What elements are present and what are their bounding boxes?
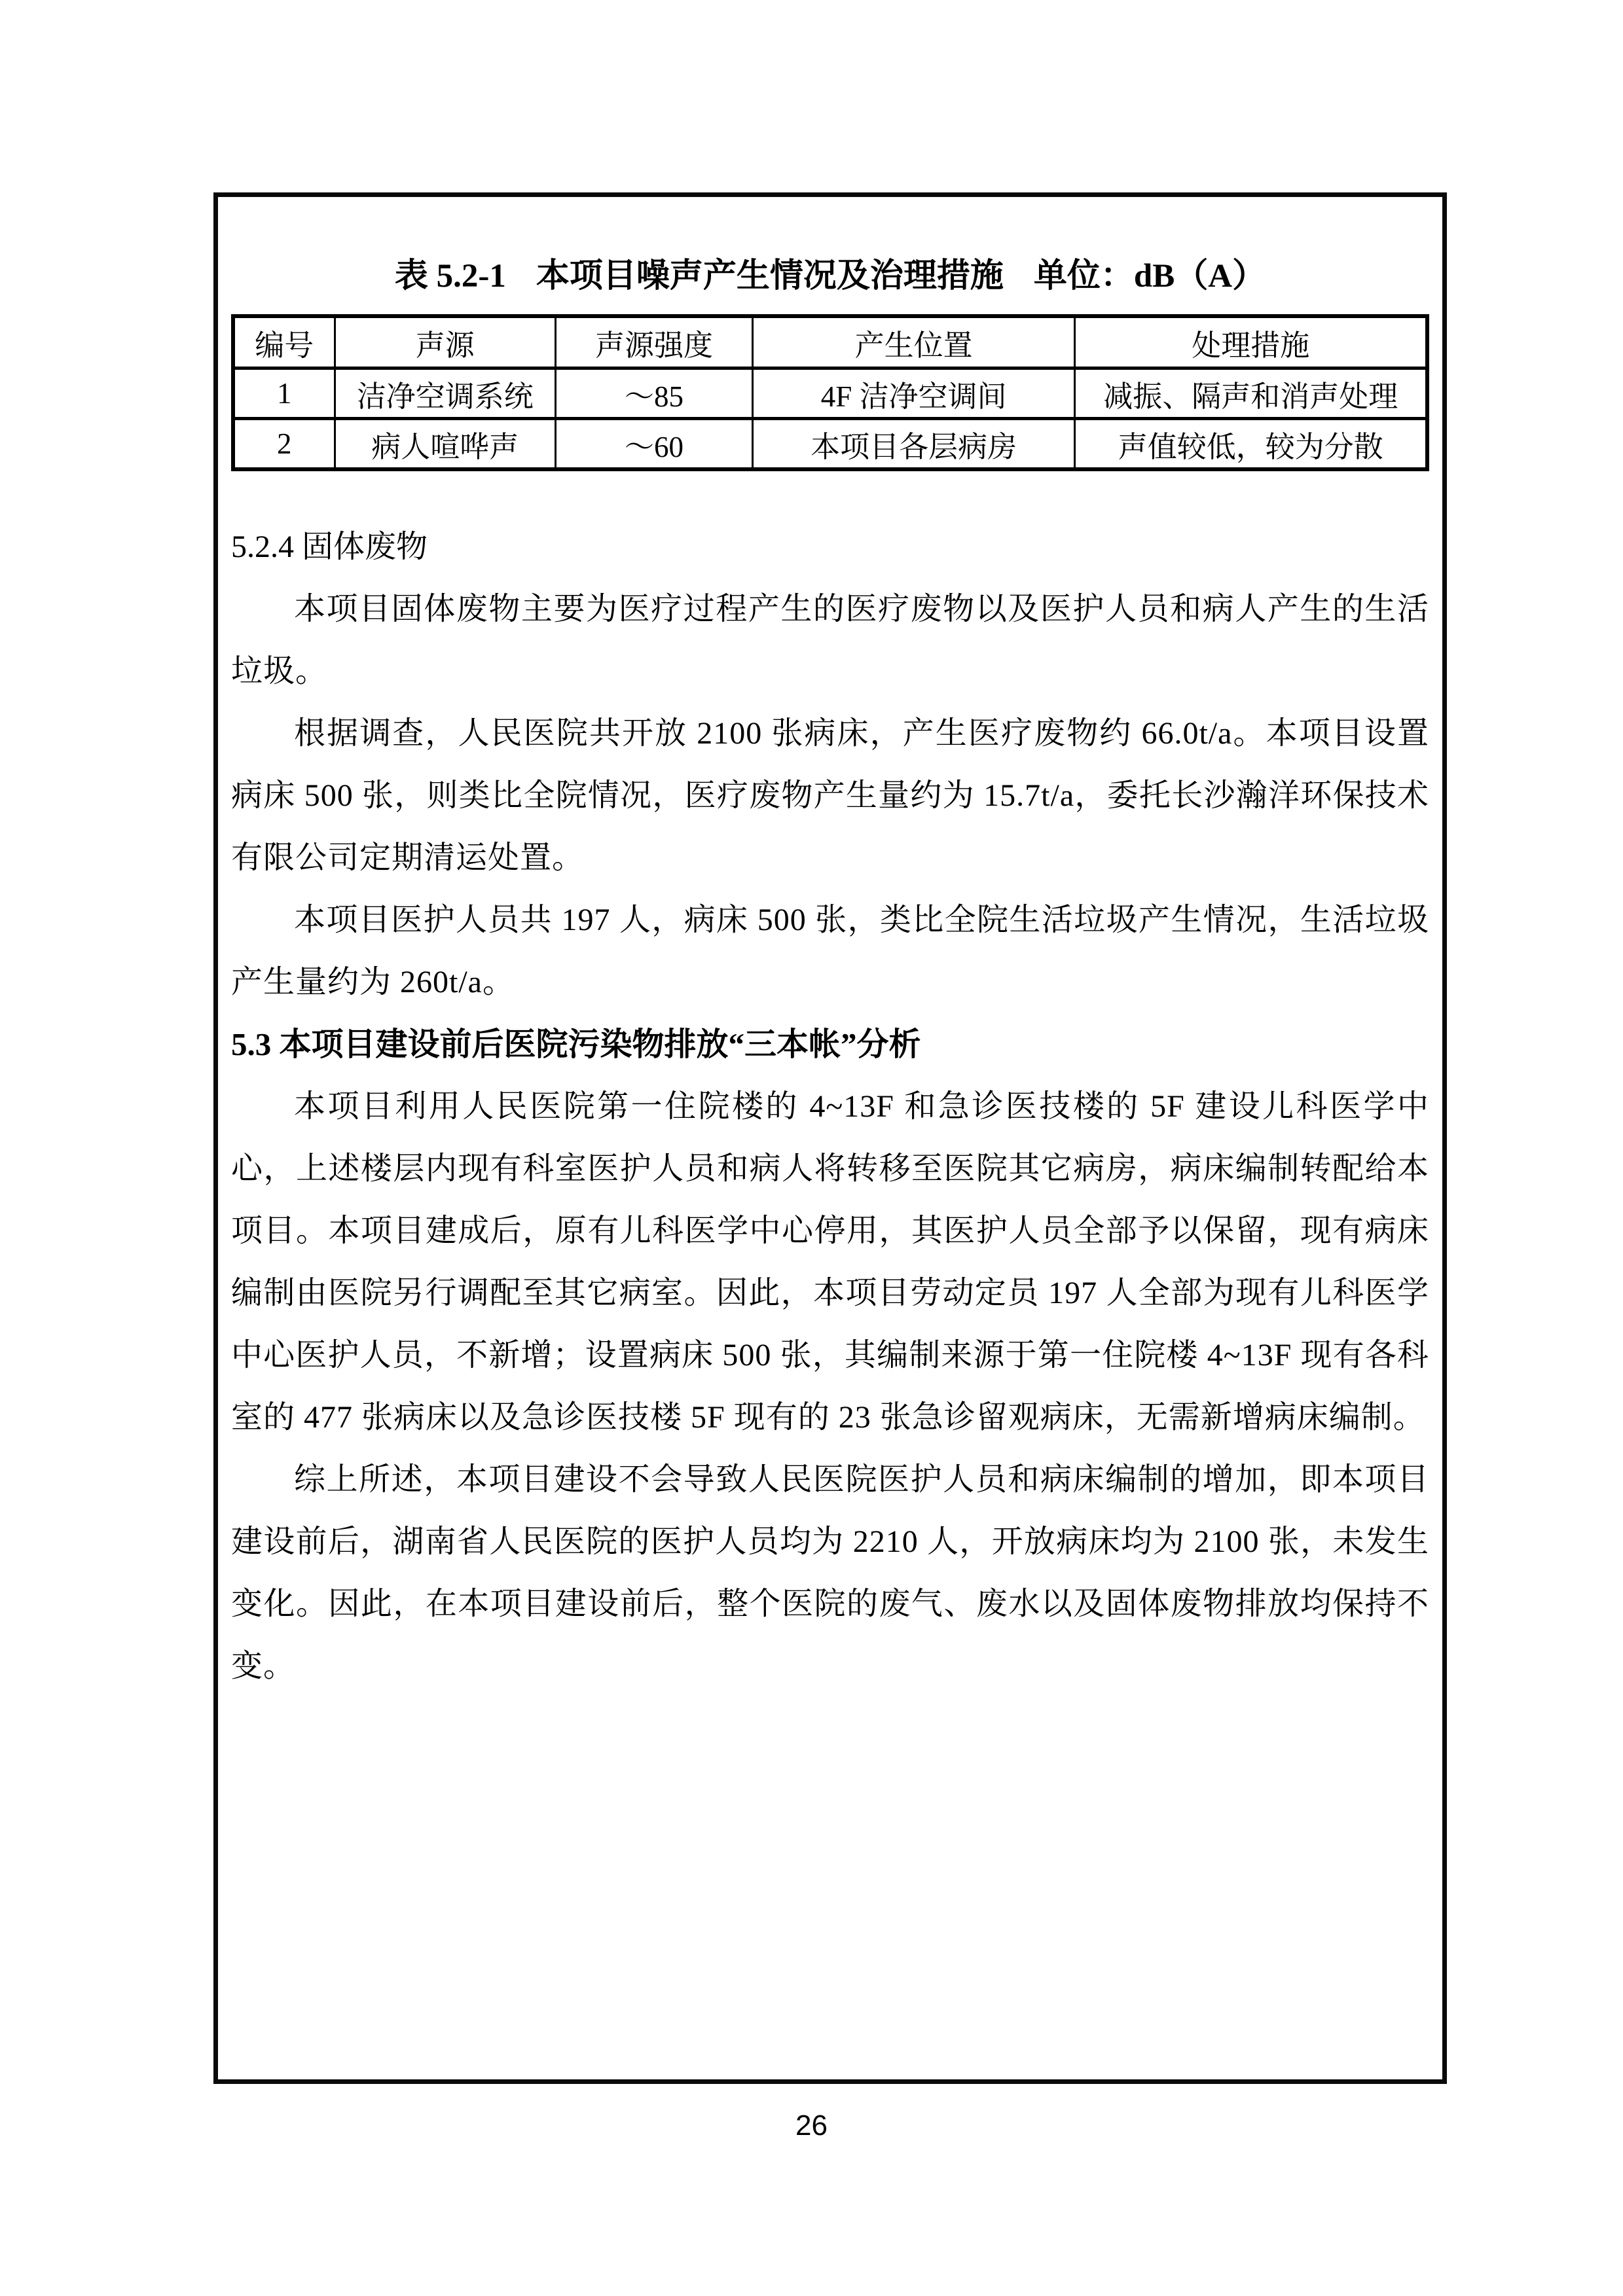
cell-treatment: 减振、隔声和消声处理: [1075, 368, 1427, 419]
noise-sources-table: [231, 314, 1429, 471]
body-text: [231, 516, 1429, 1697]
col-header-number: 编号: [233, 316, 335, 368]
col-header-treatment: 处理措施: [1075, 316, 1427, 368]
table-row: [233, 368, 1427, 419]
cell-number: 1: [233, 368, 335, 419]
paragraph: 本项目固体废物主要为医疗过程产生的医疗废物以及医护人员和病人产生的生活垃圾。: [231, 592, 1429, 689]
cell-location: 本项目各层病房: [752, 419, 1074, 470]
cell-source: 病人喧哗声: [335, 419, 555, 470]
table-caption-label: 表 5.2-1: [394, 258, 506, 295]
table-row: [233, 419, 1427, 470]
paragraph: 本项目医护人员共 197 人，病床 500 张，类比全院生活垃圾产生情况，生活垃圾产生量约为 260t/a。: [231, 903, 1429, 999]
paragraph: 本项目利用人民医院第一住院楼的 4~13F 和急诊医技楼的 5F 建设儿科医学中心，上述楼层内现有科室医护人员和病人将转移至医院其它病房，病床编制转配给本项目。本项目建成后，原有儿科医学中心停用，其医护人员全部予以保留，现有病床编制由医院另行调配至其它病室。因此，本项目劳动定员 197 人全部为现有儿科医学中心医护人员，不新增；设置病床 500 张，其编制来源于第一住院楼 4~13F 现有各科室的 477 张病床以及急诊医技楼 5F 现有的 23 张急诊留观病床，无需新增病床编制。: [231, 1089, 1429, 1435]
table-caption-unit: 单位：dB（A）: [1033, 258, 1266, 295]
cell-number: 2: [233, 419, 335, 470]
page-number: 26: [795, 2109, 828, 2142]
table-caption-title: 本项目噪声产生情况及治理措施: [536, 258, 1004, 295]
col-header-source: 声源: [335, 316, 555, 368]
paragraph: 综上所述，本项目建设不会导致人民医院医护人员和病床编制的增加，即本项目建设前后，湖南省人民医院的医护人员均为 2210 人，开放病床均为 2100 张，未发生变化。因此，在本项目建设前后，整个医院的废气、废水以及固体废物排放均保持不变。: [231, 1462, 1429, 1683]
cell-source: 洁净空调系统: [335, 368, 555, 419]
content-frame: [213, 192, 1447, 2084]
col-header-intensity: 声源强度: [555, 316, 752, 368]
cell-intensity: ～60: [555, 419, 752, 470]
section-heading-5-3: 5.3 本项目建设前后医院污染物排放“三本帐”分析: [231, 1026, 921, 1062]
cell-intensity: ～85: [555, 368, 752, 419]
paragraph: 根据调查，人民医院共开放 2100 张病床，产生医疗废物约 66.0t/a。本项目设置病床 500 张，则类比全院情况，医疗废物产生量约为 15.7t/a，委托长沙瀚洋环保技术有限公司定期清运处置。: [231, 716, 1429, 875]
section-heading-5-2-4: 5.2.4 固体废物: [231, 529, 428, 564]
table-header-row: [233, 316, 1427, 368]
table-caption: [231, 245, 1429, 308]
col-header-location: 产生位置: [752, 316, 1074, 368]
cell-treatment: 声值较低，较为分散: [1075, 419, 1427, 470]
cell-location: 4F 洁净空调间: [752, 368, 1074, 419]
